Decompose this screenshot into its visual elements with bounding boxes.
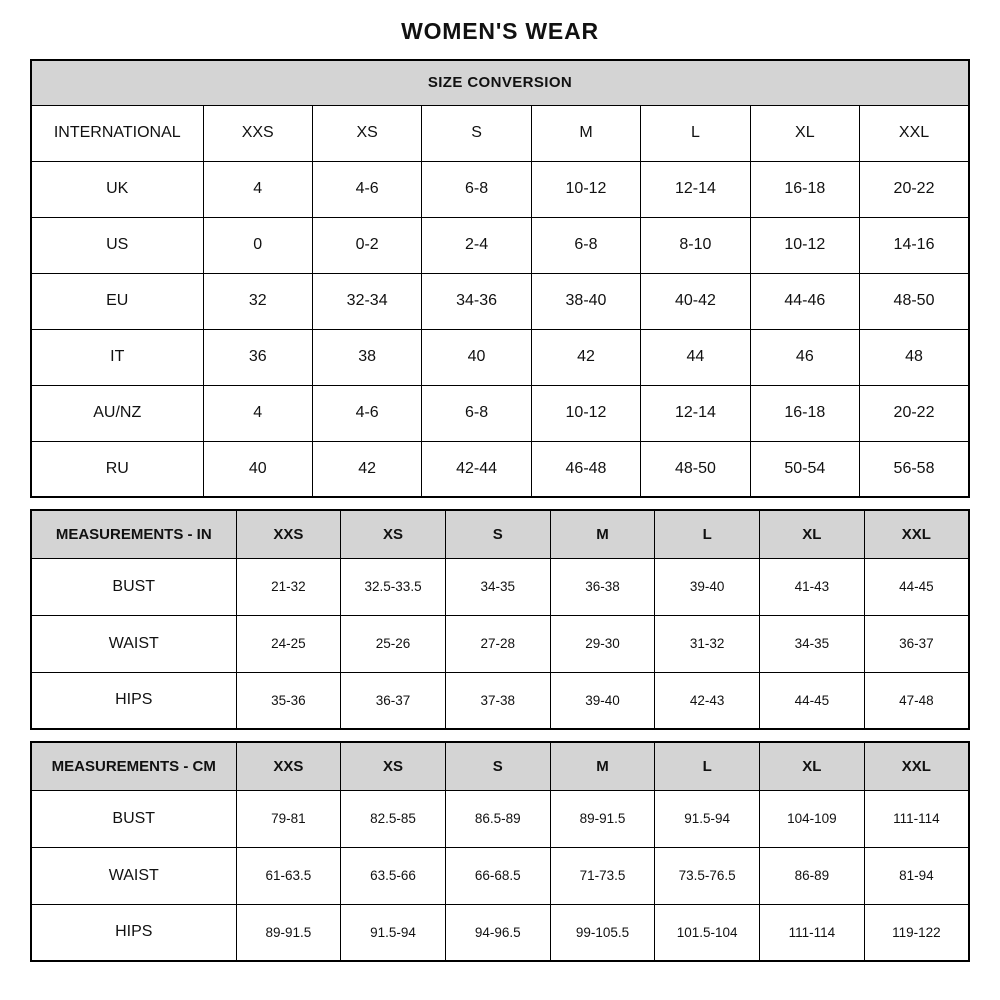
value-cell: 6-8 bbox=[422, 385, 531, 441]
value-cell: 4 bbox=[203, 385, 312, 441]
value-cell: 46-48 bbox=[531, 441, 640, 497]
row-label-cell: WAIST bbox=[31, 847, 236, 904]
size-header-cell: XS bbox=[341, 510, 446, 558]
size-header-cell: S bbox=[422, 105, 531, 161]
value-cell: 36-37 bbox=[341, 672, 446, 729]
row-label-cell: AU/NZ bbox=[31, 385, 203, 441]
value-cell: 16-18 bbox=[750, 385, 859, 441]
size-header-cell: XXL bbox=[864, 742, 969, 790]
value-cell: 27-28 bbox=[445, 615, 550, 672]
value-cell: 34-36 bbox=[422, 273, 531, 329]
value-cell: 73.5-76.5 bbox=[655, 847, 760, 904]
value-cell: 31-32 bbox=[655, 615, 760, 672]
value-cell: 66-68.5 bbox=[445, 847, 550, 904]
value-cell: 39-40 bbox=[655, 558, 760, 615]
measurements-cm-table-body bbox=[31, 742, 969, 961]
value-cell: 10-12 bbox=[531, 161, 640, 217]
size-header-cell: L bbox=[641, 105, 750, 161]
value-cell: 71-73.5 bbox=[550, 847, 655, 904]
value-cell: 20-22 bbox=[860, 161, 969, 217]
value-cell: 63.5-66 bbox=[341, 847, 446, 904]
size-header-cell: XXS bbox=[236, 742, 341, 790]
value-cell: 6-8 bbox=[422, 161, 531, 217]
row-label-cell: HIPS bbox=[31, 672, 236, 729]
row-label-cell: HIPS bbox=[31, 904, 236, 961]
value-cell: 36-38 bbox=[550, 558, 655, 615]
value-cell: 79-81 bbox=[236, 790, 341, 847]
value-cell: 20-22 bbox=[860, 385, 969, 441]
measurements-cm-table bbox=[30, 741, 970, 962]
value-cell: 42-43 bbox=[655, 672, 760, 729]
value-cell: 34-35 bbox=[760, 615, 865, 672]
value-cell: 89-91.5 bbox=[550, 790, 655, 847]
row-label-cell: BUST bbox=[31, 790, 236, 847]
value-cell: 36 bbox=[203, 329, 312, 385]
value-cell: 48-50 bbox=[641, 441, 750, 497]
value-cell: 10-12 bbox=[531, 385, 640, 441]
table-row bbox=[31, 790, 969, 847]
row-label-cell: RU bbox=[31, 441, 203, 497]
value-cell: 104-109 bbox=[760, 790, 865, 847]
value-cell: 86-89 bbox=[760, 847, 865, 904]
table-row bbox=[31, 847, 969, 904]
value-cell: 47-48 bbox=[864, 672, 969, 729]
size-conversion-table bbox=[30, 59, 970, 498]
size-header-cell: M bbox=[550, 510, 655, 558]
table-row bbox=[31, 904, 969, 961]
value-cell: 46 bbox=[750, 329, 859, 385]
size-header-cell: M bbox=[531, 105, 640, 161]
value-cell: 35-36 bbox=[236, 672, 341, 729]
value-cell: 91.5-94 bbox=[655, 790, 760, 847]
table-row bbox=[31, 672, 969, 729]
value-cell: 25-26 bbox=[341, 615, 446, 672]
value-cell: 0 bbox=[203, 217, 312, 273]
size-header-cell: S bbox=[445, 510, 550, 558]
value-cell: 36-37 bbox=[864, 615, 969, 672]
value-cell: 40 bbox=[422, 329, 531, 385]
value-cell: 94-96.5 bbox=[445, 904, 550, 961]
value-cell: 32-34 bbox=[312, 273, 421, 329]
value-cell: 10-12 bbox=[750, 217, 859, 273]
value-cell: 111-114 bbox=[760, 904, 865, 961]
value-cell: 29-30 bbox=[550, 615, 655, 672]
value-cell: 4-6 bbox=[312, 385, 421, 441]
measurements-in-table bbox=[30, 509, 970, 730]
size-header-cell: M bbox=[550, 742, 655, 790]
table-row bbox=[31, 217, 969, 273]
value-cell: 99-105.5 bbox=[550, 904, 655, 961]
value-cell: 34-35 bbox=[445, 558, 550, 615]
table-header-row bbox=[31, 742, 969, 790]
table-row bbox=[31, 273, 969, 329]
value-cell: 42 bbox=[312, 441, 421, 497]
size-header-cell: S bbox=[445, 742, 550, 790]
table-row bbox=[31, 615, 969, 672]
row-label-cell: IT bbox=[31, 329, 203, 385]
value-cell: 101.5-104 bbox=[655, 904, 760, 961]
size-header-cell: XS bbox=[312, 105, 421, 161]
value-cell: 48 bbox=[860, 329, 969, 385]
table-title: SIZE CONVERSION bbox=[31, 60, 969, 105]
size-conversion-table-body bbox=[31, 60, 969, 497]
value-cell: 44-45 bbox=[760, 672, 865, 729]
page-title: WOMEN'S WEAR bbox=[401, 18, 599, 44]
size-header-cell: L bbox=[655, 742, 760, 790]
table-row bbox=[31, 329, 969, 385]
value-cell: 32 bbox=[203, 273, 312, 329]
value-cell: 42-44 bbox=[422, 441, 531, 497]
value-cell: 119-122 bbox=[864, 904, 969, 961]
value-cell: 37-38 bbox=[445, 672, 550, 729]
value-cell: 48-50 bbox=[860, 273, 969, 329]
table-row bbox=[31, 385, 969, 441]
value-cell: 38 bbox=[312, 329, 421, 385]
value-cell: 82.5-85 bbox=[341, 790, 446, 847]
table-title-row bbox=[31, 60, 969, 105]
value-cell: 40-42 bbox=[641, 273, 750, 329]
row-label-cell: US bbox=[31, 217, 203, 273]
value-cell: 2-4 bbox=[422, 217, 531, 273]
value-cell: 4 bbox=[203, 161, 312, 217]
row-header-label: MEASUREMENTS - IN bbox=[31, 510, 236, 558]
value-cell: 32.5-33.5 bbox=[341, 558, 446, 615]
size-header-cell: L bbox=[655, 510, 760, 558]
value-cell: 16-18 bbox=[750, 161, 859, 217]
table-row bbox=[31, 441, 969, 497]
value-cell: 44-45 bbox=[864, 558, 969, 615]
table-header-row bbox=[31, 105, 969, 161]
value-cell: 81-94 bbox=[864, 847, 969, 904]
value-cell: 89-91.5 bbox=[236, 904, 341, 961]
value-cell: 14-16 bbox=[860, 217, 969, 273]
value-cell: 40 bbox=[203, 441, 312, 497]
row-label-cell: BUST bbox=[31, 558, 236, 615]
row-label-cell: EU bbox=[31, 273, 203, 329]
value-cell: 6-8 bbox=[531, 217, 640, 273]
value-cell: 44 bbox=[641, 329, 750, 385]
value-cell: 12-14 bbox=[641, 385, 750, 441]
value-cell: 42 bbox=[531, 329, 640, 385]
size-header-cell: XXL bbox=[864, 510, 969, 558]
size-header-cell: XXS bbox=[203, 105, 312, 161]
value-cell: 8-10 bbox=[641, 217, 750, 273]
value-cell: 21-32 bbox=[236, 558, 341, 615]
size-header-cell: XL bbox=[760, 510, 865, 558]
value-cell: 39-40 bbox=[550, 672, 655, 729]
row-header-label: MEASUREMENTS - CM bbox=[31, 742, 236, 790]
size-header-cell: XS bbox=[341, 742, 446, 790]
value-cell: 50-54 bbox=[750, 441, 859, 497]
value-cell: 56-58 bbox=[860, 441, 969, 497]
table-row bbox=[31, 161, 969, 217]
value-cell: 61-63.5 bbox=[236, 847, 341, 904]
value-cell: 38-40 bbox=[531, 273, 640, 329]
value-cell: 91.5-94 bbox=[341, 904, 446, 961]
value-cell: 44-46 bbox=[750, 273, 859, 329]
value-cell: 12-14 bbox=[641, 161, 750, 217]
value-cell: 41-43 bbox=[760, 558, 865, 615]
measurements-in-table-body bbox=[31, 510, 969, 729]
value-cell: 4-6 bbox=[312, 161, 421, 217]
value-cell: 86.5-89 bbox=[445, 790, 550, 847]
size-header-cell: XXS bbox=[236, 510, 341, 558]
row-label-cell: WAIST bbox=[31, 615, 236, 672]
value-cell: 111-114 bbox=[864, 790, 969, 847]
value-cell: 24-25 bbox=[236, 615, 341, 672]
value-cell: 0-2 bbox=[312, 217, 421, 273]
size-header-cell: XXL bbox=[860, 105, 969, 161]
row-header-label: INTERNATIONAL bbox=[31, 105, 203, 161]
row-label-cell: UK bbox=[31, 161, 203, 217]
size-header-cell: XL bbox=[750, 105, 859, 161]
size-header-cell: XL bbox=[760, 742, 865, 790]
table-header-row bbox=[31, 510, 969, 558]
table-row bbox=[31, 558, 969, 615]
